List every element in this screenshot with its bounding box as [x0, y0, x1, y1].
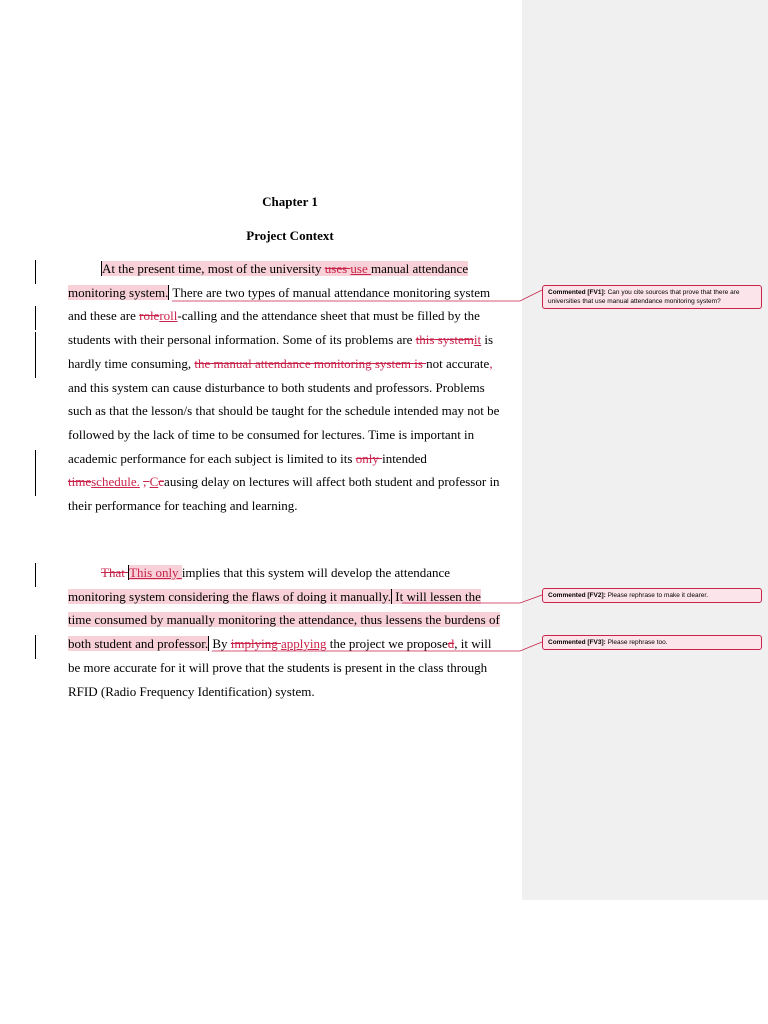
- text-line: and this system can cause disturbance to both students and professors. Problems: [68, 379, 485, 395]
- comment-balloon[interactable]: Commented [FV1]: Can you cite sources that prove that there are universities that use manual attendance monitoring system?: [542, 285, 762, 309]
- text-line: monitoring system considering the flaws of doing it manually. It will lessen the: [68, 588, 481, 604]
- text-line: time consumed by manually monitoring the attendance, thus lessens the burdens of: [68, 612, 500, 628]
- text-line: be more accurate for it will prove that the students is present in the class through: [68, 659, 488, 675]
- text-line: students with their personal information. Some of its problems are this systemit is: [68, 332, 493, 348]
- comment-connector-line: [212, 642, 542, 651]
- text-line: their performance for teaching and learning.: [68, 498, 298, 514]
- comment-balloon[interactable]: Commented [FV2]: Please rephrase to make it clearer.: [542, 588, 762, 603]
- text-line: such as that the lesson/s that should be taught for the schedule intended may not be: [68, 403, 500, 419]
- text-line: timeschedule. , Ccausing delay on lectures will affect both student and professor in: [68, 474, 500, 490]
- comment-connector-line: [172, 290, 542, 301]
- text-line: hardly time consuming, the manual attendance monitoring system is not accurate,: [68, 355, 493, 371]
- text-line: and these are roleroll-calling and the attendance sheet that must be filled by the: [68, 308, 480, 324]
- text-line: both student and professor. By implying applying the project we proposed, it will: [68, 636, 492, 652]
- text-line: monitoring system. There are two types of manual attendance monitoring system: [68, 284, 491, 300]
- text-line: followed by the lack of time to be consumed for lectures. Time is important in: [68, 426, 475, 442]
- comment-connector-line: [402, 595, 542, 603]
- text-line: That This only implies that this system will develop the attendance: [101, 565, 451, 580]
- text-line: RFID (Radio Frequency Identification) system.: [68, 683, 315, 699]
- section-title: Project Context: [246, 228, 334, 243]
- comment-balloon[interactable]: Commented [FV3]: Please rephrase too.: [542, 635, 762, 650]
- chapter-heading: Chapter 1: [262, 194, 318, 209]
- text-line: academic performance for each subject is limited to its only intended: [68, 450, 427, 466]
- text-line: At the present time, most of the university uses use manual attendance: [102, 261, 469, 276]
